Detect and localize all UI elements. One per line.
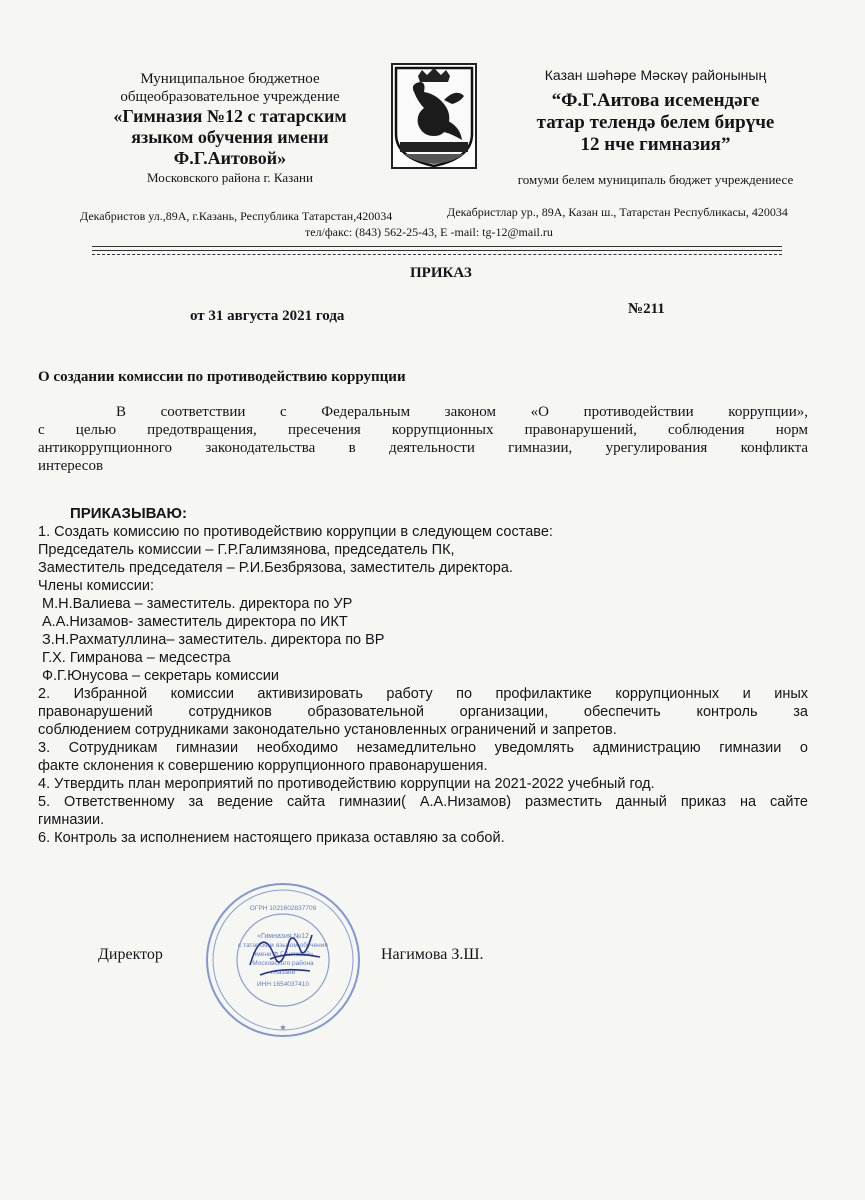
order-item-3: факте склонения к совершению коррупционного правонарушения. bbox=[38, 758, 488, 774]
order-item-4: 4. Утвердить план мероприятий по противодействию коррупции на 2021-2022 учебный год. bbox=[38, 776, 655, 792]
org-name-tt-line: татар телендә белем бирүче bbox=[536, 112, 775, 133]
commission-deputy: Заместитель председателя – Р.И.Безбрязова, заместитель директора. bbox=[38, 560, 513, 576]
order-item-2: правонарушений сотрудников образовательной организации, обеспечить контроль за bbox=[38, 704, 808, 720]
order-item-2: соблюдением сотрудниками законодательно установленных ограничений и запретов. bbox=[38, 722, 617, 738]
order-items bbox=[38, 523, 808, 847]
member-item: А.А.Низамов- заместитель директора по ИКТ bbox=[42, 614, 348, 630]
org-name-tt-line: “Ф.Г.Аитова исемендәге bbox=[551, 90, 760, 111]
stamp-text: с татарским языком обучения bbox=[238, 942, 328, 949]
org-name-line: языком обучения имени bbox=[131, 127, 329, 147]
stamp-text: «Гимназия №12 bbox=[257, 933, 309, 940]
org-district-tt: Казан шәһәре Мәскәү районының bbox=[544, 67, 767, 83]
stamp-text: г.Казани bbox=[270, 969, 296, 976]
header-left-org-block bbox=[60, 70, 400, 187]
address-ru: Декабристов ул.,89А, г.Казань, Республика Татарстан,420034 bbox=[80, 209, 393, 223]
address-tt: Декабристлар ур., 89А, Казан ш., Татарстан Республикасы, 420034 bbox=[447, 205, 788, 219]
stamp-text: имени Ф.Г.Аитовой» bbox=[252, 951, 314, 958]
contacts-line: тел/факс: (843) 562-25-43, E -mail: tg-12@mail.ru bbox=[305, 225, 553, 239]
org-type-line: Муниципальное бюджетное bbox=[140, 71, 320, 87]
order-item-1: 1. Создать комиссию по противодействию коррупции в следующем составе: bbox=[38, 524, 553, 540]
preamble-line: интересов bbox=[38, 458, 104, 474]
doc-title: ПРИКАЗ bbox=[410, 265, 472, 281]
stamp-text: ИНН 1654037410 bbox=[256, 981, 310, 988]
member-item: Ф.Г.Юнусова – секретарь комиссии bbox=[42, 668, 279, 684]
header-divider bbox=[92, 246, 782, 247]
doc-date: от 31 августа 2021 года bbox=[190, 308, 345, 324]
org-district-line: Московского района г. Казани bbox=[147, 170, 313, 185]
preamble-line: В соответствии с Федеральным законом «О противодействии коррупции», bbox=[116, 404, 808, 420]
order-item-5: 5. Ответственному за ведение сайта гимназии( А.А.Низамов) разместить данный приказ на сайте bbox=[38, 794, 808, 810]
svg-text:★: ★ bbox=[279, 1023, 287, 1032]
director-signature bbox=[240, 915, 330, 985]
order-item-3: 3. Сотрудникам гимназии необходимо незамедлительно уведомлять администрацию гимназии о bbox=[38, 740, 808, 756]
doc-subject: О создании комиссии по противодействию коррупции bbox=[38, 369, 406, 385]
order-item-2: 2. Избранной комиссии активизировать работу по профилактике коррупционных и иных bbox=[38, 686, 808, 702]
director-name: Нагимова З.Ш. bbox=[381, 946, 484, 963]
org-name-line: Ф.Г.Аитовой» bbox=[173, 148, 287, 168]
members-label: Члены комиссии: bbox=[38, 578, 155, 594]
stamp-text: ОГРН 1021602837709 bbox=[249, 905, 317, 912]
doc-number: №211 bbox=[628, 301, 665, 317]
header-divider bbox=[92, 250, 782, 251]
header-right-org-block bbox=[468, 66, 843, 188]
order-item-6: 6. Контроль за исполнением настоящего приказа оставляю за собой. bbox=[38, 830, 505, 846]
commission-chair: Председатель комиссии – Г.Р.Галимзянова, председатель ПК, bbox=[38, 542, 455, 558]
member-item: Г.Х. Гимранова – медсестра bbox=[42, 650, 231, 666]
order-item-5: гимназии. bbox=[38, 812, 105, 828]
org-name-tt-line: 12 нче гимназия” bbox=[580, 134, 731, 155]
org-type-line: общеобразовательное учреждение bbox=[120, 89, 340, 105]
org-type-tt-line: гомуми белем муниципаль бюджет учреждениесе bbox=[517, 172, 794, 187]
preamble-line: антикоррупционного законодательства в деятельности гимназии, урегулирования конфликта bbox=[38, 440, 808, 456]
preamble bbox=[38, 403, 808, 475]
director-label: Директор bbox=[98, 946, 163, 963]
stamp-text: Московского района bbox=[252, 960, 314, 967]
order-word: ПРИКАЗЫВАЮ: bbox=[70, 505, 188, 522]
preamble-line: с целью предотвращения, пресечения коррупционных правонарушений, соблюдения норм bbox=[38, 422, 808, 438]
org-name-line: «Гимназия №12 с татарским bbox=[113, 106, 347, 126]
kazan-emblem-icon bbox=[390, 62, 478, 170]
member-item: М.Н.Валиева – заместитель. директора по УР bbox=[42, 596, 353, 612]
member-item: З.Н.Рахматуллина– заместитель. директора по ВР bbox=[42, 632, 385, 648]
header-divider bbox=[92, 254, 782, 255]
